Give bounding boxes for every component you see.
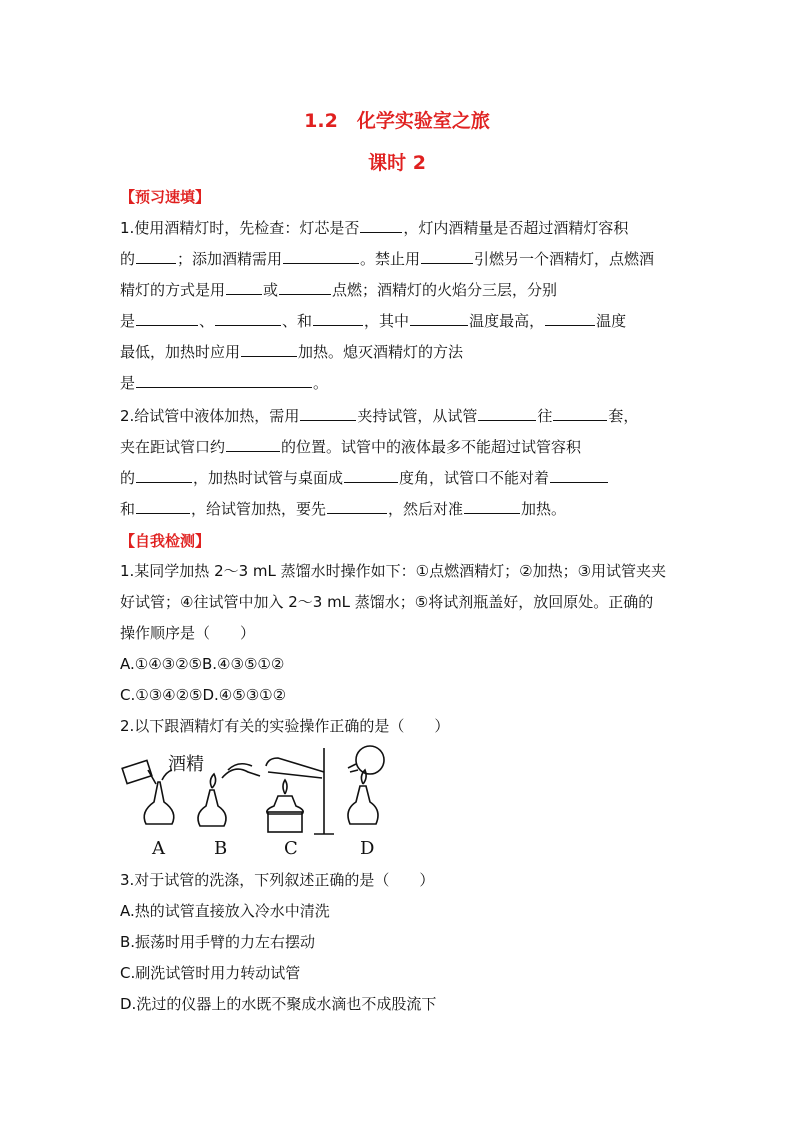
blank[interactable] [226, 436, 280, 452]
section-preview: 【预习速填】 [120, 188, 211, 206]
blank[interactable] [215, 310, 281, 326]
check-q1-line-2: 好试管；④往试管中加入 2～3 mL 蒸馏水；⑤将试剂瓶盖好，放回原处。正确的 [120, 593, 654, 611]
text: 和 [120, 500, 136, 518]
text: 1.使用酒精灯时，先检查：灯芯是否 [120, 219, 360, 237]
blowing-lines-2 [350, 770, 358, 772]
text: 是 [120, 374, 136, 392]
text: 或 [263, 281, 279, 299]
text: 夹持试管，从试管 [357, 407, 478, 425]
check-q3-option-a: A.热的试管直接放入冷水中清洗 [120, 902, 330, 920]
lamp-b-icon [198, 790, 226, 826]
check-q1-line-1: 1.某同学加热 2～3 mL 蒸馏水时操作如下：①点燃酒精灯；②加热；③用试管夹夹 [120, 562, 667, 580]
text: 往 [537, 407, 553, 425]
text: 温度 [596, 312, 627, 330]
text: 加热。熄灭酒精灯的方法 [298, 343, 464, 361]
test-tube-c-icon [266, 758, 324, 772]
text: ；添加酒精需用 [177, 250, 283, 268]
preview-line-4 [120, 310, 626, 331]
blank[interactable] [545, 310, 595, 326]
check-q3-option-c: C.刷洗试管时用力转动试管 [120, 964, 301, 982]
blank[interactable] [464, 498, 520, 514]
preview-line-3 [120, 279, 557, 300]
text: 套， [608, 407, 639, 425]
blank[interactable] [279, 279, 331, 295]
alcohol-lamp-figure [118, 742, 388, 862]
blank[interactable] [553, 405, 607, 421]
text: ，加热时试管与桌面成 [193, 469, 344, 487]
alcohol-label: 酒精 [168, 754, 204, 775]
blank[interactable] [136, 248, 176, 264]
preview-line-5 [120, 341, 463, 362]
check-q1-options-ab: A.①④③②⑤B.④③⑤①② [120, 655, 285, 673]
check-q3-option-b: B.振荡时用手臂的力左右摆动 [120, 933, 316, 951]
text: ，给试管加热，要先 [191, 500, 327, 518]
text: 最低，加热时应用 [120, 343, 241, 361]
blank[interactable] [344, 467, 398, 483]
lamp-a-icon [144, 782, 174, 824]
preview-q2-line-1 [120, 405, 638, 426]
text: 的位置。试管中的液体最多不能超过试管容积 [281, 438, 582, 456]
blank[interactable] [410, 310, 468, 326]
blank[interactable] [226, 279, 262, 295]
blank[interactable] [136, 372, 312, 388]
test-tube-c-body [268, 772, 322, 778]
blank[interactable] [136, 498, 190, 514]
text: 。 [313, 374, 329, 392]
check-q3: 3.对于试管的洗涤，下列叙述正确的是（ ） [120, 871, 435, 889]
blank[interactable] [136, 310, 198, 326]
block-c-icon [268, 812, 302, 832]
page-title: 1.2 化学实验室之旅 [304, 110, 490, 132]
text: 2.给试管中液体加热，需用 [120, 407, 300, 425]
lamp-d-icon [348, 786, 378, 824]
text: 精灯的方式是用 [120, 281, 226, 299]
tilted-lamp-b-icon [222, 769, 260, 778]
text: 、 [199, 312, 215, 330]
label-c: C [284, 838, 298, 859]
blank[interactable] [550, 467, 608, 483]
blank[interactable] [136, 467, 192, 483]
text: 夹在距试管口约 [120, 438, 226, 456]
text: 度角，试管口不能对着 [399, 469, 550, 487]
label-b: B [214, 838, 228, 859]
blank[interactable] [360, 217, 402, 233]
page-subtitle: 课时 2 [368, 152, 426, 174]
blank[interactable] [478, 405, 536, 421]
blank[interactable] [241, 341, 297, 357]
blank[interactable] [421, 248, 473, 264]
text: ，然后对准 [388, 500, 464, 518]
preview-q2-line-2 [120, 436, 581, 457]
text: 加热。 [521, 500, 567, 518]
label-a: A [152, 838, 165, 859]
text: 点燃；酒精灯的火焰分三层，分别 [332, 281, 558, 299]
blank[interactable] [300, 405, 356, 421]
text: 是 [120, 312, 136, 330]
preview-line-1 [120, 217, 628, 238]
person-head-icon [356, 746, 384, 774]
text: 。禁止用 [360, 250, 421, 268]
label-d: D [360, 838, 375, 859]
text: 的 [120, 250, 136, 268]
check-q3-option-d: D.洗过的仪器上的水既不聚成水滴也不成股流下 [120, 995, 437, 1013]
section-selfcheck: 【自我检测】 [120, 532, 211, 550]
preview-line-2 [120, 248, 654, 269]
text: 的 [120, 469, 136, 487]
blank[interactable] [327, 498, 387, 514]
text: ，灯内酒精量是否超过酒精灯容积 [403, 219, 629, 237]
text: ，其中 [364, 312, 410, 330]
blank[interactable] [313, 310, 363, 326]
check-q2: 2.以下跟酒精灯有关的实验操作正确的是（ ） [120, 717, 450, 735]
text: 温度最高， [469, 312, 545, 330]
blowing-lines [348, 764, 356, 768]
reagent-bottle-icon [122, 760, 152, 783]
check-q1-line-3: 操作顺序是（ ） [120, 624, 256, 642]
preview-line-6 [120, 372, 328, 393]
text: 引燃另一个酒精灯，点燃酒 [474, 250, 655, 268]
check-q1-options-cd: C.①③④②⑤D.④⑤③①② [120, 686, 287, 704]
preview-q2-line-4 [120, 498, 566, 519]
preview-q2-line-3 [120, 467, 609, 488]
flame-c [283, 780, 287, 794]
blank[interactable] [283, 248, 359, 264]
text: 、和 [282, 312, 313, 330]
flame-b [210, 774, 215, 788]
